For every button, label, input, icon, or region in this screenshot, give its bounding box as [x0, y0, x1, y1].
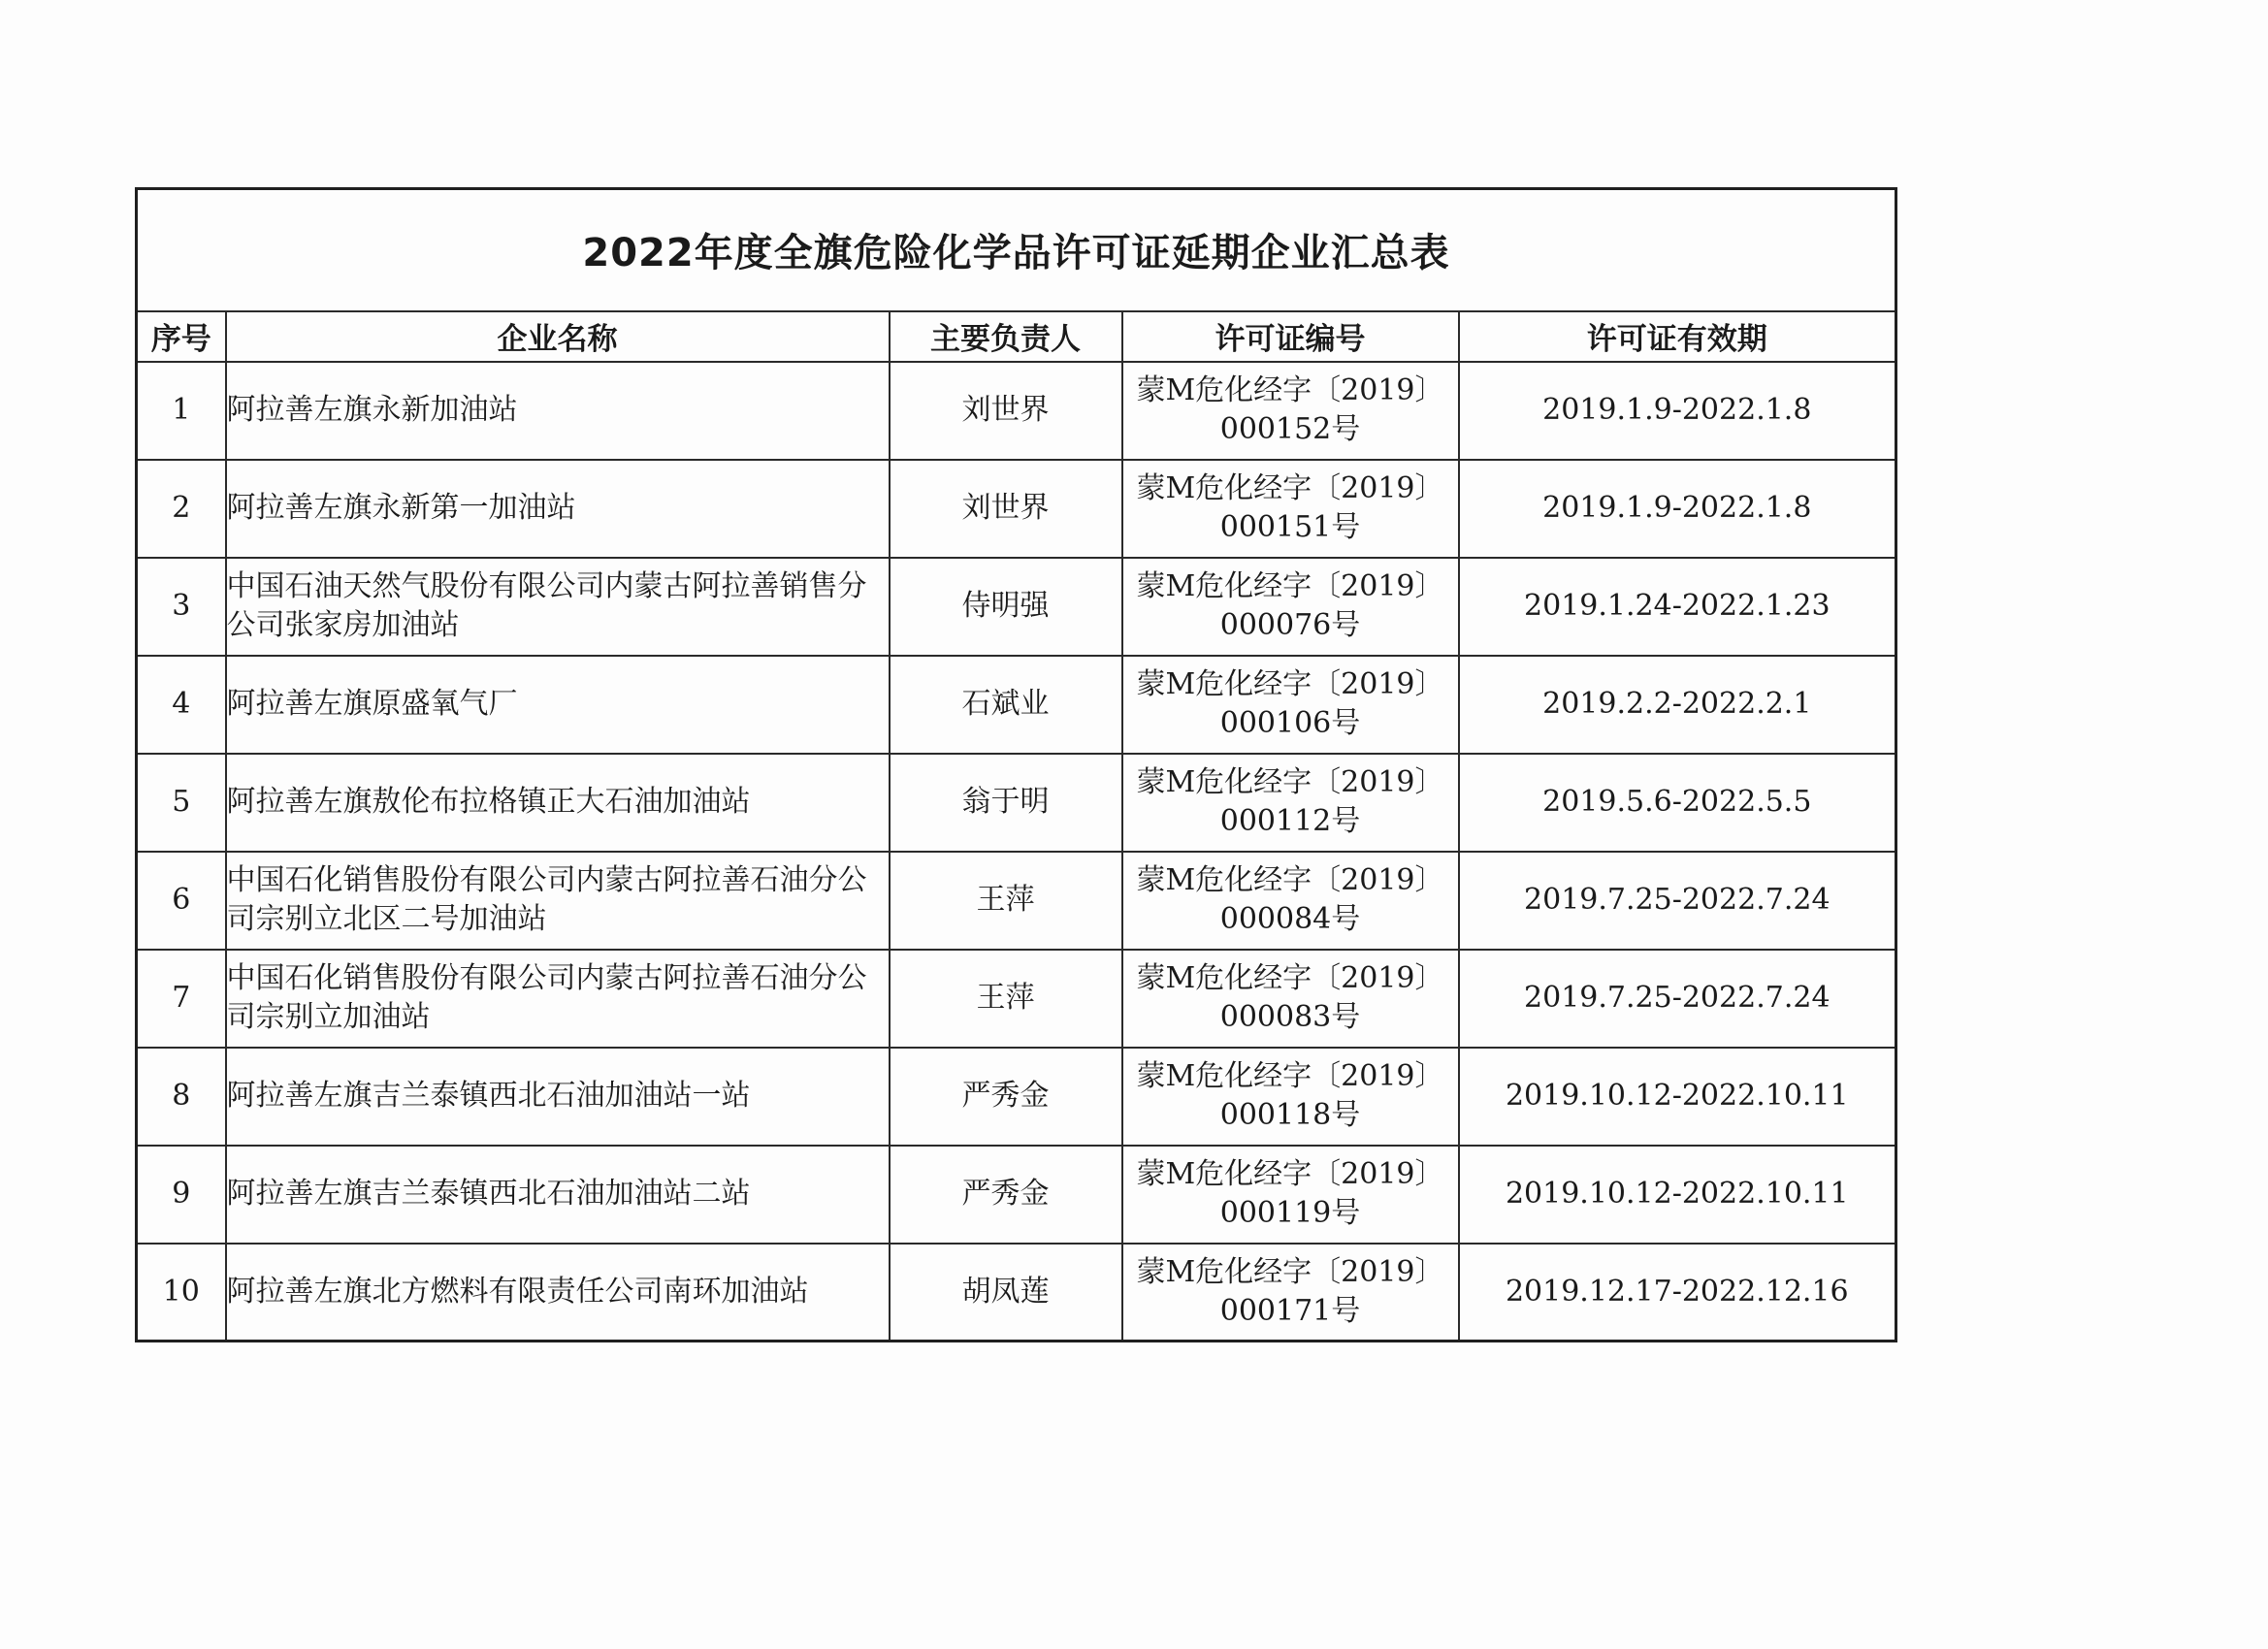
validity-period: 2019.1.9-2022.1.8 [1459, 460, 1896, 558]
license-serial: 000118号 [1219, 1098, 1361, 1132]
responsible-person: 侍明强 [890, 558, 1122, 656]
license-prefix: 蒙M危化经字〔2019〕 [1136, 471, 1444, 505]
responsible-person: 王萍 [890, 852, 1122, 950]
license-prefix: 蒙M危化经字〔2019〕 [1136, 569, 1444, 603]
license-serial: 000106号 [1219, 706, 1361, 740]
table-row [137, 852, 1896, 950]
header-row [137, 311, 1896, 362]
license-prefix: 蒙M危化经字〔2019〕 [1136, 373, 1444, 407]
license-serial: 000076号 [1219, 608, 1361, 642]
table-row [137, 1146, 1896, 1244]
license-serial: 000119号 [1219, 1196, 1361, 1230]
row-index: 10 [137, 1244, 226, 1342]
row-index: 4 [137, 656, 226, 754]
column-header-index: 序号 [137, 311, 226, 362]
validity-period: 2019.10.12-2022.10.11 [1459, 1146, 1896, 1244]
table-title: 2022年度全旗危险化学品许可证延期企业汇总表 [137, 189, 1896, 311]
table-row [137, 460, 1896, 558]
license-number [1122, 852, 1459, 950]
license-number [1122, 1048, 1459, 1146]
table-row [137, 362, 1896, 460]
title-row [137, 189, 1896, 311]
row-index: 1 [137, 362, 226, 460]
license-prefix: 蒙M危化经字〔2019〕 [1136, 1254, 1444, 1289]
validity-period: 2019.7.25-2022.7.24 [1459, 852, 1896, 950]
table-row [137, 558, 1896, 656]
license-prefix: 蒙M危化经字〔2019〕 [1136, 667, 1444, 701]
license-serial: 000151号 [1219, 510, 1361, 544]
table-row [137, 950, 1896, 1048]
responsible-person: 严秀金 [890, 1146, 1122, 1244]
column-header-validity: 许可证有效期 [1459, 311, 1896, 362]
column-header-license-no: 许可证编号 [1122, 311, 1459, 362]
responsible-person: 石斌业 [890, 656, 1122, 754]
license-number [1122, 656, 1459, 754]
license-serial: 000083号 [1219, 1000, 1361, 1034]
license-number [1122, 950, 1459, 1048]
company-name: 中国石化销售股份有限公司内蒙古阿拉善石油分公司宗别立加油站 [226, 950, 890, 1048]
license-serial: 000171号 [1219, 1293, 1361, 1328]
responsible-person: 翁于明 [890, 754, 1122, 852]
row-index: 6 [137, 852, 226, 950]
validity-period: 2019.10.12-2022.10.11 [1459, 1048, 1896, 1146]
company-name: 阿拉善左旗吉兰泰镇西北石油加油站二站 [226, 1146, 890, 1244]
license-prefix: 蒙M危化经字〔2019〕 [1136, 765, 1444, 799]
validity-period: 2019.1.24-2022.1.23 [1459, 558, 1896, 656]
validity-period: 2019.7.25-2022.7.24 [1459, 950, 1896, 1048]
license-serial: 000112号 [1219, 804, 1361, 838]
company-name: 阿拉善左旗永新第一加油站 [226, 460, 890, 558]
row-index: 9 [137, 1146, 226, 1244]
table-row [137, 1048, 1896, 1146]
license-prefix: 蒙M危化经字〔2019〕 [1136, 1157, 1444, 1191]
row-index: 8 [137, 1048, 226, 1146]
table-row [137, 656, 1896, 754]
validity-period: 2019.12.17-2022.12.16 [1459, 1244, 1896, 1342]
company-name: 中国石化销售股份有限公司内蒙古阿拉善石油分公司宗别立北区二号加油站 [226, 852, 890, 950]
license-number [1122, 754, 1459, 852]
company-name: 阿拉善左旗敖伦布拉格镇正大石油加油站 [226, 754, 890, 852]
license-number [1122, 1146, 1459, 1244]
validity-period: 2019.2.2-2022.2.1 [1459, 656, 1896, 754]
license-serial: 000084号 [1219, 902, 1361, 936]
row-index: 3 [137, 558, 226, 656]
license-prefix: 蒙M危化经字〔2019〕 [1136, 863, 1444, 897]
license-summary-table [135, 187, 1897, 1342]
license-number [1122, 558, 1459, 656]
validity-period: 2019.5.6-2022.5.5 [1459, 754, 1896, 852]
table-row [137, 754, 1896, 852]
validity-period: 2019.1.9-2022.1.8 [1459, 362, 1896, 460]
company-name: 阿拉善左旗吉兰泰镇西北石油加油站一站 [226, 1048, 890, 1146]
company-name: 中国石油天然气股份有限公司内蒙古阿拉善销售分公司张家房加油站 [226, 558, 890, 656]
license-serial: 000152号 [1219, 412, 1361, 446]
responsible-person: 王萍 [890, 950, 1122, 1048]
company-name: 阿拉善左旗原盛氧气厂 [226, 656, 890, 754]
license-number [1122, 460, 1459, 558]
row-index: 7 [137, 950, 226, 1048]
responsible-person: 刘世界 [890, 362, 1122, 460]
license-prefix: 蒙M危化经字〔2019〕 [1136, 961, 1444, 995]
responsible-person: 胡凤莲 [890, 1244, 1122, 1342]
license-prefix: 蒙M危化经字〔2019〕 [1136, 1059, 1444, 1093]
row-index: 2 [137, 460, 226, 558]
company-name: 阿拉善左旗北方燃料有限责任公司南环加油站 [226, 1244, 890, 1342]
responsible-person: 严秀金 [890, 1048, 1122, 1146]
column-header-person: 主要负责人 [890, 311, 1122, 362]
responsible-person: 刘世界 [890, 460, 1122, 558]
company-name: 阿拉善左旗永新加油站 [226, 362, 890, 460]
row-index: 5 [137, 754, 226, 852]
license-number [1122, 362, 1459, 460]
license-number [1122, 1244, 1459, 1342]
column-header-company: 企业名称 [226, 311, 890, 362]
table-row [137, 1244, 1896, 1342]
